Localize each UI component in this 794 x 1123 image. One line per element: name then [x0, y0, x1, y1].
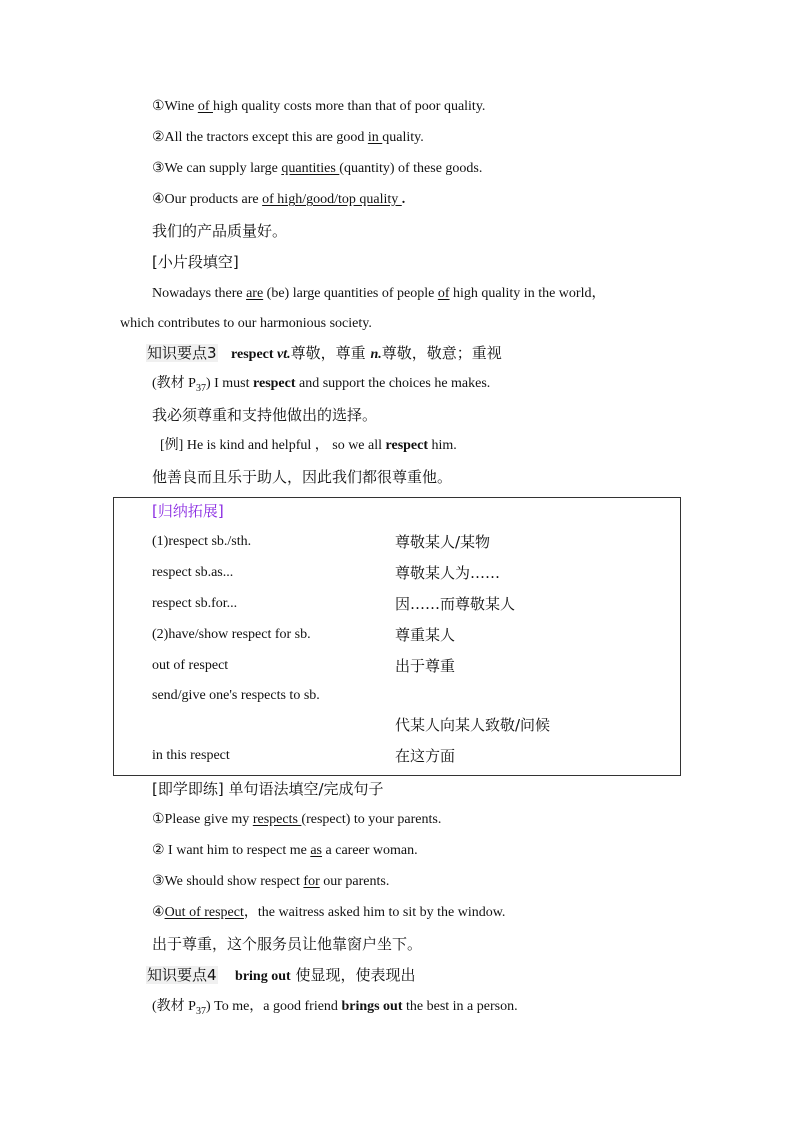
section-label: [小片段填空] [152, 253, 239, 271]
page-number: 37 [195, 382, 206, 394]
translation-line: 我们的产品质量好。 [152, 222, 288, 240]
text: ② I want him to respect me [152, 843, 311, 858]
text: [例] [160, 438, 184, 453]
example-line [160, 436, 457, 456]
phrase: (2)have/show respect for sb. [152, 627, 311, 642]
answer-blank: are [246, 286, 264, 301]
knowledge-point-3-heading [146, 343, 502, 365]
text: ) To me，a good friend [205, 999, 342, 1014]
answer-blank: in [367, 130, 383, 145]
practice-line-2 [152, 841, 418, 861]
point-tag: 知识要点4 [147, 966, 217, 984]
answer-blank: for [303, 874, 320, 889]
meaning: 尊敬，尊重 [290, 344, 371, 362]
answer-blank: Out of respect [164, 905, 244, 920]
text: (be) large quantities of people [263, 286, 438, 301]
text: our parents. [319, 874, 390, 889]
textbook-example [152, 997, 518, 1022]
exercise-line-3 [152, 159, 482, 179]
text: ③We can supply large [152, 161, 282, 176]
text: quality. [382, 130, 424, 145]
text: high quality in the world， [449, 286, 606, 301]
text: a career woman. [322, 843, 418, 858]
exercise-line-1 [152, 97, 485, 117]
exercise-line-4 [152, 190, 405, 210]
practice-line-1 [152, 810, 441, 830]
answer-blank: as [310, 843, 323, 858]
answer-blank: respects [252, 812, 302, 827]
knowledge-point-4-heading [146, 965, 415, 987]
page-number: 37 [195, 1005, 206, 1017]
fill-paragraph-line-1 [152, 284, 605, 304]
text: him. [428, 438, 457, 453]
exercise-line-2 [152, 128, 424, 148]
section-label: [即学即练] [152, 780, 224, 798]
part-of-speech: n. [370, 347, 382, 362]
box-row [152, 625, 311, 645]
box-row-meaning: 尊敬某人为…… [395, 564, 501, 582]
answer-blank: of [437, 286, 450, 301]
box-row [152, 594, 237, 614]
text: (quantity) of these goods. [339, 161, 483, 176]
meaning: 使显现，使表现出 [290, 966, 416, 984]
text: ④Our products are [152, 192, 263, 207]
text: high quality costs more than that of poor quality. [212, 99, 486, 114]
text: ，the waitress asked him to sit by the window. [243, 905, 506, 920]
phrase: (1)respect sb./sth. [152, 534, 252, 549]
phrase: in this respect [152, 748, 230, 763]
box-row-meaning: 尊重某人 [395, 626, 456, 644]
text: the best in a person. [402, 999, 518, 1014]
text: (教材 P [152, 376, 196, 391]
text: ①Wine [152, 99, 198, 114]
answer-blank: of high/good/top quality [262, 192, 402, 207]
translation-line: 我必须尊重和支持他做出的选择。 [152, 406, 378, 424]
text: (教材 P [152, 999, 196, 1014]
text: and support the choices he makes. [295, 376, 491, 391]
text: ②All the tractors except this are good [152, 130, 368, 145]
translation-line: 出于尊重，这个服务员让他靠窗户坐下。 [152, 935, 423, 953]
text: ①Please give my [152, 812, 253, 827]
box-row [152, 532, 251, 552]
text: ③We should show respect [152, 874, 304, 889]
keyword: brings out [341, 999, 403, 1014]
translation-line: 他善良而且乐于助人，因此我们都很尊重他。 [152, 468, 453, 486]
box-row-meaning: 出于尊重 [395, 657, 456, 675]
text: He is kind and helpful ， so we all [183, 438, 386, 453]
box-row-meaning: 代某人向某人致敬/问候 [395, 716, 551, 734]
practice-line-4 [152, 903, 505, 923]
textbook-example [152, 374, 490, 399]
practice-heading [152, 779, 384, 799]
fill-paragraph-line-2: which contributes to our harmonious society. [120, 316, 372, 331]
box-row [152, 686, 320, 706]
box-row [152, 563, 233, 583]
box-row-meaning: 尊敬某人/某物 [395, 533, 491, 551]
meaning: 尊敬，敬意；重视 [381, 344, 502, 362]
headword: bring out [235, 969, 291, 984]
text: (respect) to your parents. [301, 812, 442, 827]
text: ④ [152, 905, 165, 920]
keyword: respect [385, 438, 429, 453]
part-of-speech: vt. [277, 347, 291, 362]
text: ) I must [205, 376, 254, 391]
phrase: respect sb.for... [152, 596, 238, 611]
phrase: out of respect [152, 658, 229, 673]
answer-blank: quantities [281, 161, 340, 176]
point-tag: 知识要点3 [147, 344, 217, 362]
box-title: [归纳拓展] [152, 502, 224, 520]
practice-line-3 [152, 872, 389, 892]
text: . [401, 192, 406, 207]
headword: respect [231, 347, 278, 362]
instruction: 单句语法填空/完成句子 [223, 780, 384, 798]
phrase: send/give one's respects to sb. [152, 688, 320, 703]
text: Nowadays there [152, 286, 247, 301]
keyword: respect [253, 376, 296, 391]
box-row [152, 656, 228, 676]
box-row-meaning: 因……而尊敬某人 [395, 595, 516, 613]
answer-blank: of [197, 99, 213, 114]
phrase: respect sb.as... [152, 565, 234, 580]
box-row [152, 746, 230, 766]
box-row-meaning: 在这方面 [395, 747, 456, 765]
